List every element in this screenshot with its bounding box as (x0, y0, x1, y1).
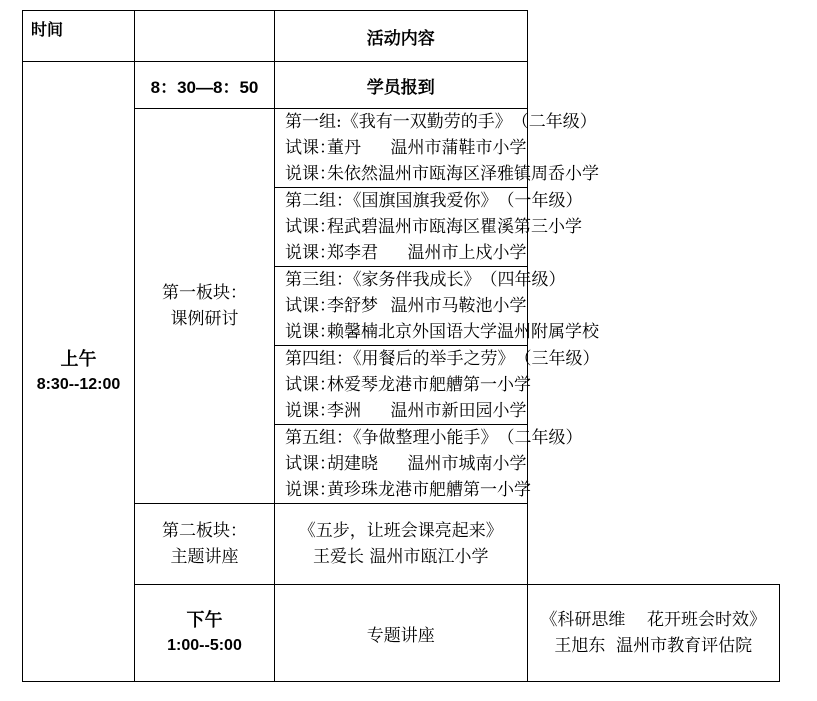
afternoon-period-cell (135, 585, 275, 682)
trial-school: 龙港市舥艚第一小学 (378, 375, 531, 395)
trial-school: 温州市马鞍池小学 (390, 296, 527, 316)
talk-school: 温州市瓯海区泽雅镇周岙小学 (378, 164, 599, 184)
block1-label-line2: 课例研讨 (170, 309, 239, 329)
morning-period-cell (23, 62, 135, 682)
afternoon-lecture-speaker: 王旭东 温州市教育评估院 (554, 636, 753, 656)
group-grade: （四年级） (480, 270, 566, 290)
block2-content-cell (275, 504, 528, 585)
trial-school: 温州市蒲鞋市小学 (390, 138, 527, 158)
time-header: 时间 (23, 11, 135, 62)
talk-name: 朱依然 (327, 164, 378, 184)
afternoon-row (23, 585, 780, 682)
group-title: 第四组：《用餐后的举手之劳》 (285, 349, 515, 369)
trial-name: 董丹 (327, 138, 361, 158)
talk-name: 赖馨楠 (327, 322, 378, 342)
header-row (23, 11, 780, 62)
checkin-time: 8：30—8：50 (135, 62, 275, 109)
block1-label-cell (135, 109, 275, 504)
empty-header-cell (135, 11, 275, 62)
trial-name: 程武碧 (327, 217, 378, 237)
lecture-title: 《五步，让班会课亮起来》 (298, 521, 503, 541)
afternoon-range: 1:00--5:00 (167, 637, 242, 654)
trial-name: 胡建晓 (327, 454, 378, 474)
afternoon-label: 下午 (186, 610, 223, 630)
checkin-activity: 学员报到 (275, 62, 528, 109)
group-row (23, 109, 780, 188)
talk-school: 北京外国语大学温州附属学校 (378, 322, 599, 342)
talk-name: 黄珍珠 (327, 480, 378, 500)
checkin-row (23, 62, 780, 109)
morning-range: 8:30--12:00 (36, 375, 121, 393)
trial-role: 试课： (285, 375, 336, 395)
group-title: 第五组：《争做整理小能手》 (285, 428, 498, 448)
talk-role: 说课： (285, 243, 336, 263)
trial-name: 李舒梦 (327, 296, 378, 316)
group-2-cell (275, 188, 583, 267)
lecture-speaker: 王爱长 温州市瓯江小学 (313, 547, 489, 567)
talk-name: 李洲 (327, 401, 361, 421)
talk-school: 温州市新田园小学 (390, 401, 527, 421)
group-title: 第三组：《家务伴我成长》 (285, 270, 481, 290)
block1-label-line1: 第一板块： (162, 283, 247, 303)
lecture-row (23, 504, 780, 585)
trial-name: 林爱琴 (327, 375, 378, 395)
talk-role: 说课： (285, 480, 336, 500)
group-3-cell (275, 267, 599, 346)
trial-role: 试课： (285, 217, 336, 237)
trial-role: 试课： (285, 296, 336, 316)
morning-label: 上午 (60, 348, 97, 369)
afternoon-lecture-title: 《科研思维 花开班会时效》 (540, 610, 767, 630)
afternoon-block-label: 专题讲座 (275, 585, 528, 682)
afternoon-content-cell (527, 585, 780, 682)
block2-label-line1: 第二板块： (162, 521, 247, 541)
trial-role: 试课： (285, 454, 336, 474)
trial-school: 温州市瓯海区瞿溪第三小学 (378, 217, 582, 237)
group-title: 第二组：《国旗国旗我爱你》 (285, 191, 498, 211)
talk-role: 说课： (285, 401, 336, 421)
group-title: 第一组:《我有一双勤劳的手》 (285, 112, 512, 132)
trial-school: 温州市城南小学 (407, 454, 527, 474)
group-grade: （二年级） (497, 428, 583, 448)
group-grade: （二年级） (511, 112, 597, 132)
talk-role: 说课： (285, 164, 336, 184)
talk-role: 说课： (285, 322, 336, 342)
schedule-table (22, 10, 780, 682)
group-4-cell (275, 346, 600, 425)
talk-name: 郑李君 (327, 243, 378, 263)
group-1-cell (275, 109, 599, 188)
talk-school: 温州市上戍小学 (407, 243, 527, 263)
block2-label-cell (135, 504, 275, 585)
group-grade: （三年级） (514, 349, 600, 369)
group-grade: （一年级） (497, 191, 583, 211)
content-header: 活动内容 (275, 11, 528, 62)
block2-label-line2: 主题讲座 (170, 547, 239, 567)
trial-role: 试课： (285, 138, 336, 158)
group-5-cell (275, 425, 583, 504)
talk-school: 龙港市舥艚第一小学 (378, 480, 531, 500)
